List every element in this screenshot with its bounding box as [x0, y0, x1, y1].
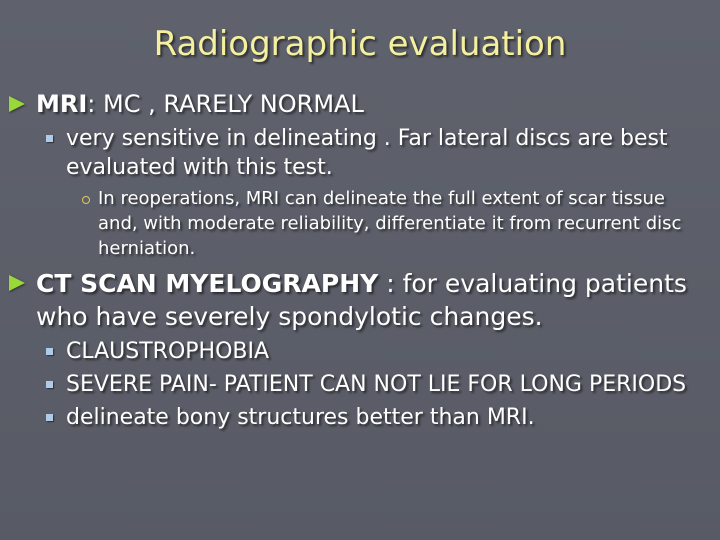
bullet-ct-myelography	[0, 267, 720, 333]
slide-title: Radiographic evaluation	[153, 24, 567, 64]
square-bullet-icon	[46, 381, 53, 388]
mri-label: MRI	[36, 90, 88, 118]
bullet-mri-sensitivity	[0, 124, 720, 182]
mri-text: : MC , RARELY NORMAL	[87, 90, 364, 118]
bullet-mri-reoperations	[0, 186, 720, 261]
slide-content	[0, 88, 720, 436]
bullet-severe-pain	[0, 370, 720, 399]
mri-subsub-text: In reoperations, MRI can delineate the full extent of scar tissue and, with moderate reliability, differentiate it from recurrent disc herniation.	[98, 188, 682, 259]
square-bullet-icon	[46, 414, 53, 421]
square-bullet-icon	[46, 135, 53, 142]
arrow-bullet-icon	[9, 96, 25, 112]
arrow-bullet-icon	[9, 275, 25, 291]
mri-sub-text: very sensitive in delineating . Far lateral discs are best evaluated with this test.	[66, 126, 668, 180]
ct-item-text: delineate bony structures better than MRI.	[66, 405, 535, 430]
ct-item-text: SEVERE PAIN- PATIENT CAN NOT LIE FOR LONG PERIODS	[66, 372, 687, 397]
ct-item-text: CLAUSTROPHOBIA	[66, 339, 270, 364]
bullet-claustrophobia	[0, 337, 720, 366]
bullet-bony-structures	[0, 403, 720, 432]
circle-bullet-icon	[82, 196, 90, 204]
bullet-mri	[0, 88, 720, 120]
square-bullet-icon	[46, 348, 53, 355]
ct-text: : for evaluating patients who have severely spondylotic changes.	[36, 269, 687, 331]
ct-label: CT SCAN MYELOGRAPHY	[36, 269, 379, 298]
